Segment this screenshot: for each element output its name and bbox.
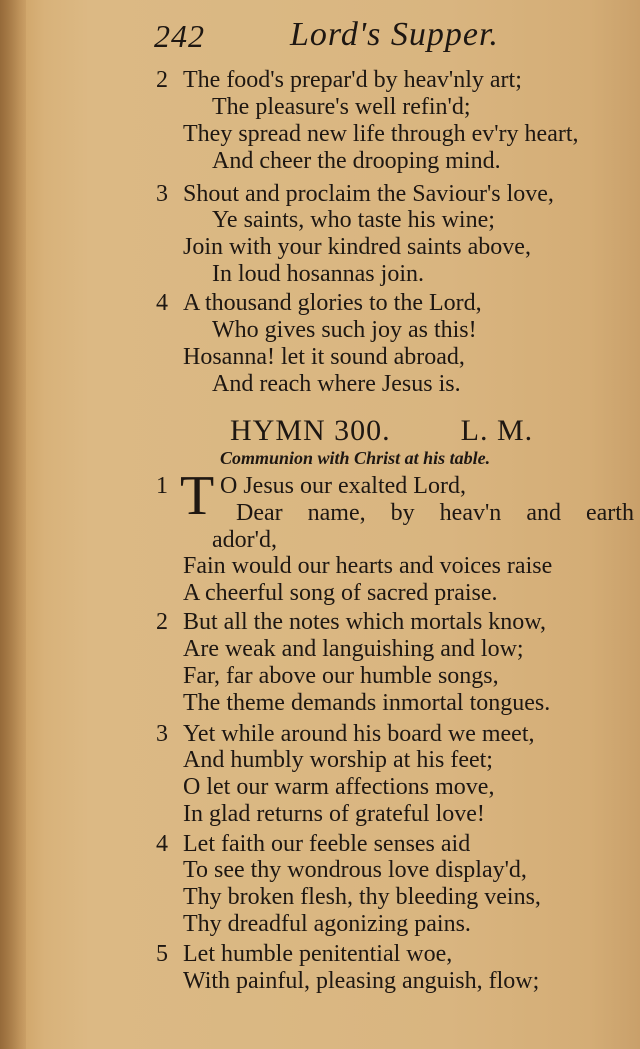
verse-line: Let faith our feeble senses aid <box>183 831 471 857</box>
page-number: 242 <box>154 18 205 54</box>
verse-line: Shout and proclaim the Saviour's love, <box>183 181 554 207</box>
hymn-number: HYMN 300. <box>230 414 391 447</box>
verse-line: With painful, pleasing anguish, flow; <box>183 968 540 994</box>
verse-line: Join with your kindred saints above, <box>183 234 531 260</box>
verse-line: But all the notes which mortals know, <box>183 609 547 635</box>
running-title: Lord's Supper. <box>290 16 499 53</box>
verse-line: Who gives such joy as this! <box>212 317 477 343</box>
hymn-subtitle: Communion with Christ at his table. <box>220 448 491 468</box>
hymn-meter: L. M. <box>460 414 534 447</box>
stanza-number: 2 <box>156 609 168 635</box>
verse-line: To see thy wondrous love display'd, <box>183 857 527 883</box>
verse-line: ador'd, <box>212 527 277 553</box>
verse-word: Dear <box>236 500 283 526</box>
verse-line: O Jesus our exalted Lord, <box>220 473 466 499</box>
verse-word: name, <box>307 500 366 526</box>
verse-line: O let our warm affections move, <box>183 774 495 800</box>
verse-line: A thousand glories to the Lord, <box>183 290 482 316</box>
stanza-number: 5 <box>156 941 168 967</box>
verse-line: Let humble penitential woe, <box>183 941 453 967</box>
stanza-number: 3 <box>156 721 168 747</box>
hymn-title <box>230 414 533 448</box>
page-header <box>154 14 624 58</box>
verse-line: The food's prepar'd by heav'nly art; <box>183 67 522 93</box>
stanza-number: 3 <box>156 181 168 207</box>
verse-line: The pleasure's well refin'd; <box>212 94 471 120</box>
verse-line: The theme demands inmortal tongues. <box>183 690 551 716</box>
verse-word: by <box>390 500 415 526</box>
verse-line: A cheerful song of sacred praise. <box>183 580 498 606</box>
stanza-number: 1 <box>156 473 168 499</box>
verse-line: In glad returns of grateful love! <box>183 801 485 827</box>
verse-line: Hosanna! let it sound abroad, <box>183 344 465 370</box>
stanza-number: 2 <box>156 67 168 93</box>
verse-line-justified <box>236 499 634 527</box>
verse-line: Thy dreadful agonizing pains. <box>183 911 471 937</box>
verse-line: Ye saints, who taste his wine; <box>212 207 495 233</box>
verse-line: Yet while around his board we meet, <box>183 721 535 747</box>
verse-word: heav'n <box>439 500 502 526</box>
verse-word: earth <box>586 500 634 526</box>
verse-line: And reach where Jesus is. <box>212 371 461 397</box>
stanza-number: 4 <box>156 831 168 857</box>
verse-line: And cheer the drooping mind. <box>212 148 501 174</box>
verse-line: In loud hosannas join. <box>212 261 424 287</box>
verse-line: Fain would our hearts and voices raise <box>183 553 553 579</box>
verse-line: And humbly worship at his feet; <box>183 747 493 773</box>
drop-cap: T <box>180 465 215 527</box>
verse-line: They spread new life through ev'ry heart, <box>183 121 579 147</box>
verse-word: and <box>526 500 561 526</box>
stanza-number: 4 <box>156 290 168 316</box>
verse-line: Thy broken flesh, thy bleeding veins, <box>183 884 541 910</box>
verse-line: Far, far above our humble songs, <box>183 663 499 689</box>
verse-line: Are weak and languishing and low; <box>183 636 524 662</box>
